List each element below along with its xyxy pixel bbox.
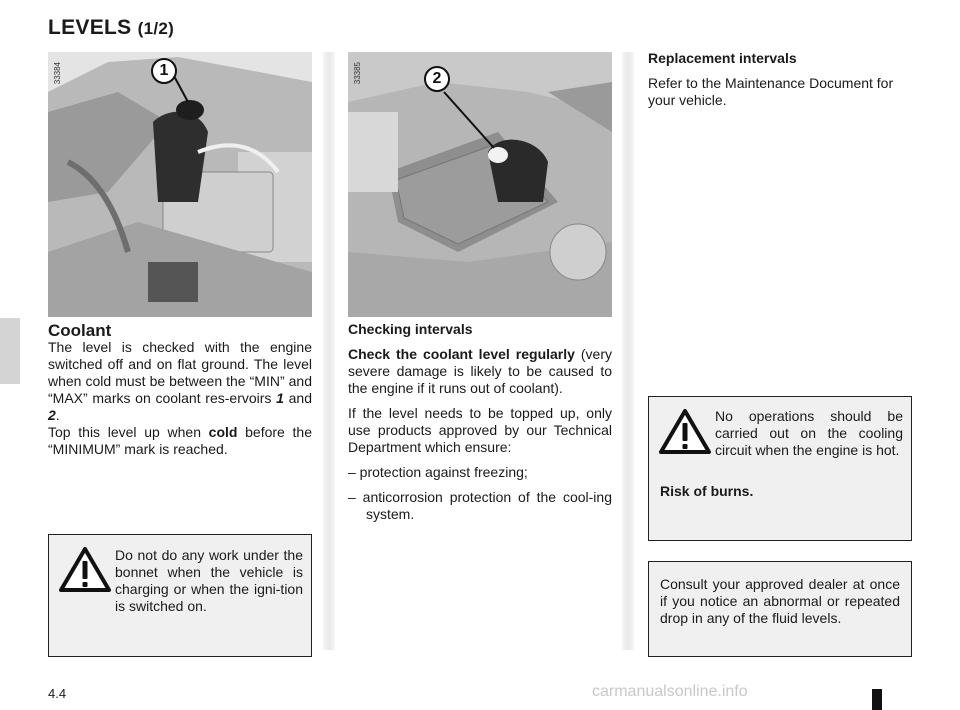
callout-1: 1	[151, 58, 177, 84]
checking-section	[348, 321, 612, 531]
callout-line	[348, 52, 612, 317]
callout-line	[48, 52, 312, 317]
checking-bullet-2: – anticorrosion protection of the cool-ing system.	[348, 489, 612, 522]
column-divider	[323, 52, 335, 650]
column-divider	[622, 52, 634, 650]
watermark: carmanualsonline.info	[592, 683, 748, 700]
warning-triangle-icon	[658, 408, 712, 456]
warning-triangle-icon	[58, 546, 112, 594]
warning-box-bonnet	[48, 534, 312, 657]
warning-burns-text: No operations should be carried out on the cooling circuit when the engine is hot.	[715, 408, 903, 458]
coolant-text	[48, 339, 312, 458]
coolant-paragraph-2: Top this level up when cold before the “MINIMUM” mark is reached.	[48, 424, 313, 457]
coolant-heading: Coolant	[48, 321, 112, 340]
engine-photo-1	[48, 52, 312, 317]
callout-2: 2	[424, 66, 450, 92]
photo-code: 33385	[353, 62, 362, 85]
coolant-paragraph-1: The level is checked with the engine switched off and on flat ground. The level when cold must be between the “MIN” and “MAX” marks on coolant res-ervoirs 1 and 2.	[48, 339, 313, 423]
section-tab	[0, 318, 20, 384]
checking-paragraph-1: Check the coolant level regularly (very severe damage is likely to be caused to the engine if it runs out of coolant).	[348, 346, 612, 396]
replacement-text: Refer to the Maintenance Document for your vehicle.	[648, 75, 894, 108]
checking-bullet-1: – protection against freezing;	[348, 464, 528, 480]
engine-photo-2	[348, 52, 612, 317]
checking-heading: Checking intervals	[348, 321, 473, 337]
page-marker	[872, 689, 882, 710]
checking-paragraph-2: If the level needs to be topped up, only use products approved by our Technical Department which ensure:	[348, 405, 612, 455]
replacement-heading: Replacement intervals	[648, 50, 797, 66]
photo-code: 33384	[53, 62, 62, 85]
warning-bonnet-text: Do not do any work under the bonnet when the vehicle is charging or when the igni-tion is switched on.	[115, 547, 303, 614]
replacement-section	[648, 50, 912, 117]
page-title: LEVELS (1/2)	[48, 16, 175, 39]
page-number: 4.4	[48, 686, 67, 701]
warning-burns-bold: Risk of burns.	[660, 483, 754, 499]
note-text: Consult your approved dealer at once if you notice an abnormal or repeated drop in any of the fluid levels.	[660, 576, 900, 626]
note-box	[648, 561, 912, 657]
warning-box-burns	[648, 396, 912, 541]
